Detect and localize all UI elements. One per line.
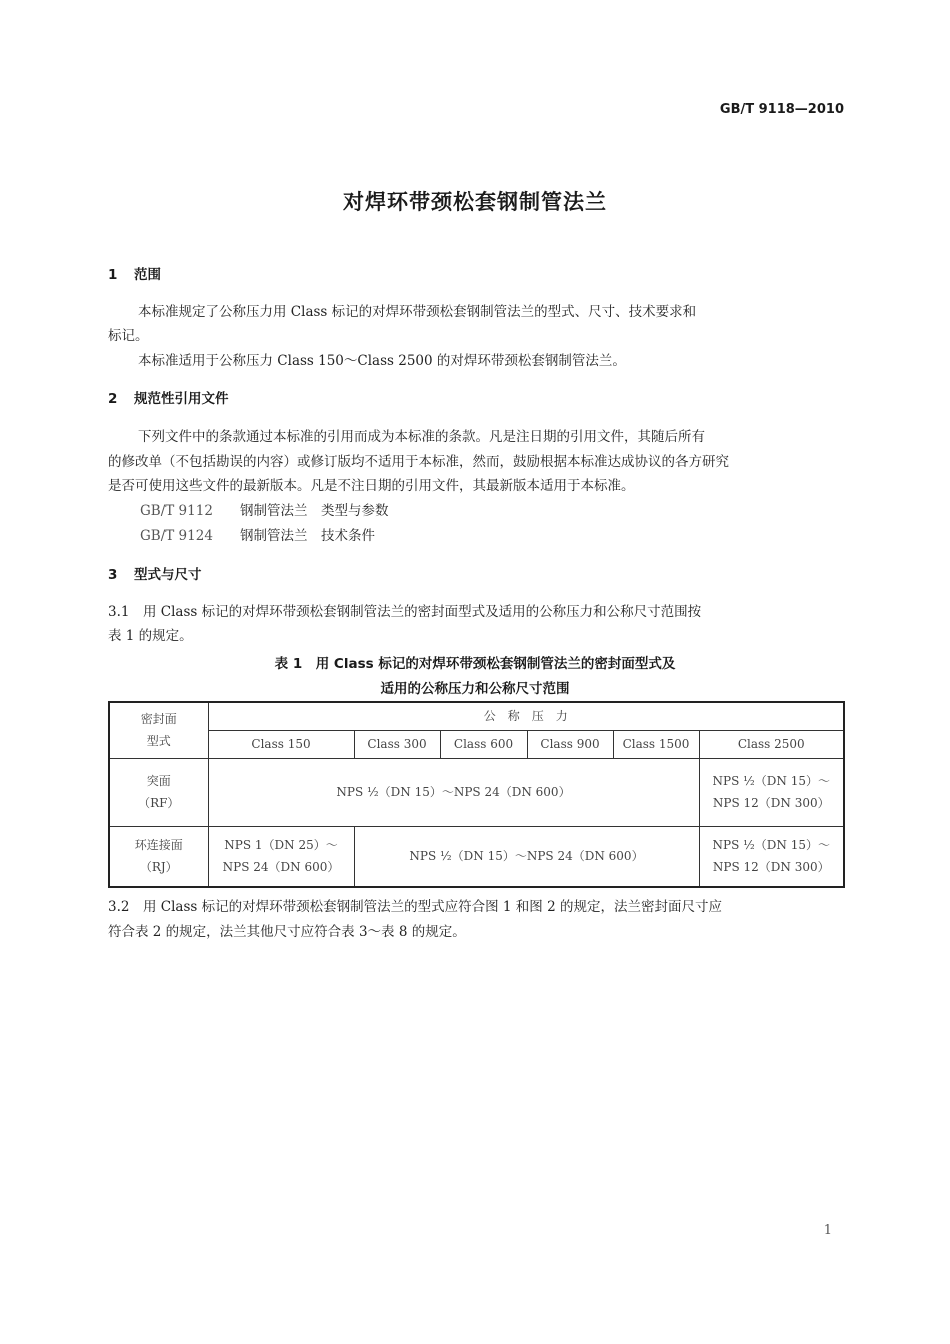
range-cell: NPS ½（DN 15）～NPS 24（DN 600） xyxy=(354,826,699,887)
reference-item xyxy=(140,499,389,519)
range-cell xyxy=(208,826,354,887)
table-caption: 表 1 用 Class 标记的对焊环带颈松套钢制管法兰的密封面型式及 xyxy=(274,656,676,672)
section-title: 型式与尺寸 xyxy=(134,567,202,583)
section-title: 范围 xyxy=(134,267,161,283)
paragraph-line: 本标准适用于公称压力 Class 150～Class 2500 的对焊环带颈松套钢制管法兰。 xyxy=(138,353,626,369)
cell-text: NPS ½（DN 15）～ xyxy=(712,774,830,788)
table-row xyxy=(109,758,844,826)
reference-code: GB/T 9124 xyxy=(140,528,213,544)
cell-text: 突面 xyxy=(146,774,171,788)
section-1-heading xyxy=(108,263,161,283)
section-title: 规范性引用文件 xyxy=(134,391,229,407)
reference-item xyxy=(140,524,375,544)
reference-title: 钢制管法兰 技术条件 xyxy=(240,528,375,544)
paragraph-line: 的修改单（不包括勘误的内容）或修订版均不适用于本标准，然而，鼓励根据本标准达成协议的各方研究 xyxy=(108,454,729,470)
clause-3-1-line: 3.1 用 Class 标记的对焊环带颈松套钢制管法兰的密封面型式及适用的公称压力和公称尺寸范围按 xyxy=(108,604,702,620)
class-header: Class 900 xyxy=(527,730,613,758)
cell-text: 环连接面 xyxy=(134,838,183,853)
section-number: 1 xyxy=(108,267,118,283)
reference-title: 钢制管法兰 类型与参数 xyxy=(240,503,389,519)
cell-text: NPS ½（DN 15）～ xyxy=(712,838,830,853)
cell-text: （RF） xyxy=(138,796,180,810)
face-type-cell xyxy=(109,758,208,826)
class-header: Class 300 xyxy=(354,730,440,758)
pressure-header: 公 称 压 力 xyxy=(208,702,844,730)
class-header: Class 600 xyxy=(440,730,527,758)
paragraph-line: 下列文件中的条款通过本标准的引用而成为本标准的条款。凡是注日期的引用文件，其随后所有 xyxy=(138,429,705,445)
face-type-cell xyxy=(109,826,208,887)
cell-text: NPS 1（DN 25）～ xyxy=(224,838,338,853)
section-2-heading xyxy=(108,387,229,407)
range-cell xyxy=(699,758,844,826)
table-row xyxy=(109,826,844,887)
header-text: 密封面 xyxy=(140,712,177,727)
section-number: 2 xyxy=(108,391,118,407)
range-cell xyxy=(699,826,844,887)
header-text: 型式 xyxy=(146,734,171,749)
face-type-header xyxy=(109,702,208,758)
cell-text: NPS 24（DN 600） xyxy=(222,860,340,875)
reference-code: GB/T 9112 xyxy=(140,503,213,519)
clause-3-2-line: 符合表 2 的规定，法兰其他尺寸应符合表 3～表 8 的规定。 xyxy=(108,924,466,940)
table-header-row xyxy=(109,702,844,730)
section-number: 3 xyxy=(108,567,118,583)
range-cell: NPS ½（DN 15）～NPS 24（DN 600） xyxy=(208,758,699,826)
paragraph-line: 标记。 xyxy=(108,328,149,344)
class-header: Class 150 xyxy=(208,730,354,758)
document-title: 对焊环带颈松套钢制管法兰 xyxy=(343,190,607,214)
cell-text: NPS 12（DN 300） xyxy=(712,796,830,810)
table-caption: 适用的公称压力和公称尺寸范围 xyxy=(380,681,570,697)
class-header: Class 1500 xyxy=(613,730,699,758)
cell-text: NPS 12（DN 300） xyxy=(712,860,830,875)
paragraph-line: 本标准规定了公称压力用 Class 标记的对焊环带颈松套钢制管法兰的型式、尺寸、技术要求和 xyxy=(138,304,697,320)
class-header: Class 2500 xyxy=(699,730,844,758)
paragraph-line: 是否可使用这些文件的最新版本。凡是不注日期的引用文件，其最新版本适用于本标准。 xyxy=(108,478,635,494)
clause-3-2-line: 3.2 用 Class 标记的对焊环带颈松套钢制管法兰的型式应符合图 1 和图 2 的规定，法兰密封面尺寸应 xyxy=(108,899,722,915)
standard-number: GB/T 9118—2010 xyxy=(719,102,844,117)
class-header-row xyxy=(109,730,844,758)
table-1 xyxy=(108,701,845,888)
clause-3-1-line: 表 1 的规定。 xyxy=(108,628,193,644)
page-number: 1 xyxy=(823,1223,832,1238)
section-3-heading xyxy=(108,563,202,583)
cell-text: （RJ） xyxy=(139,860,178,875)
